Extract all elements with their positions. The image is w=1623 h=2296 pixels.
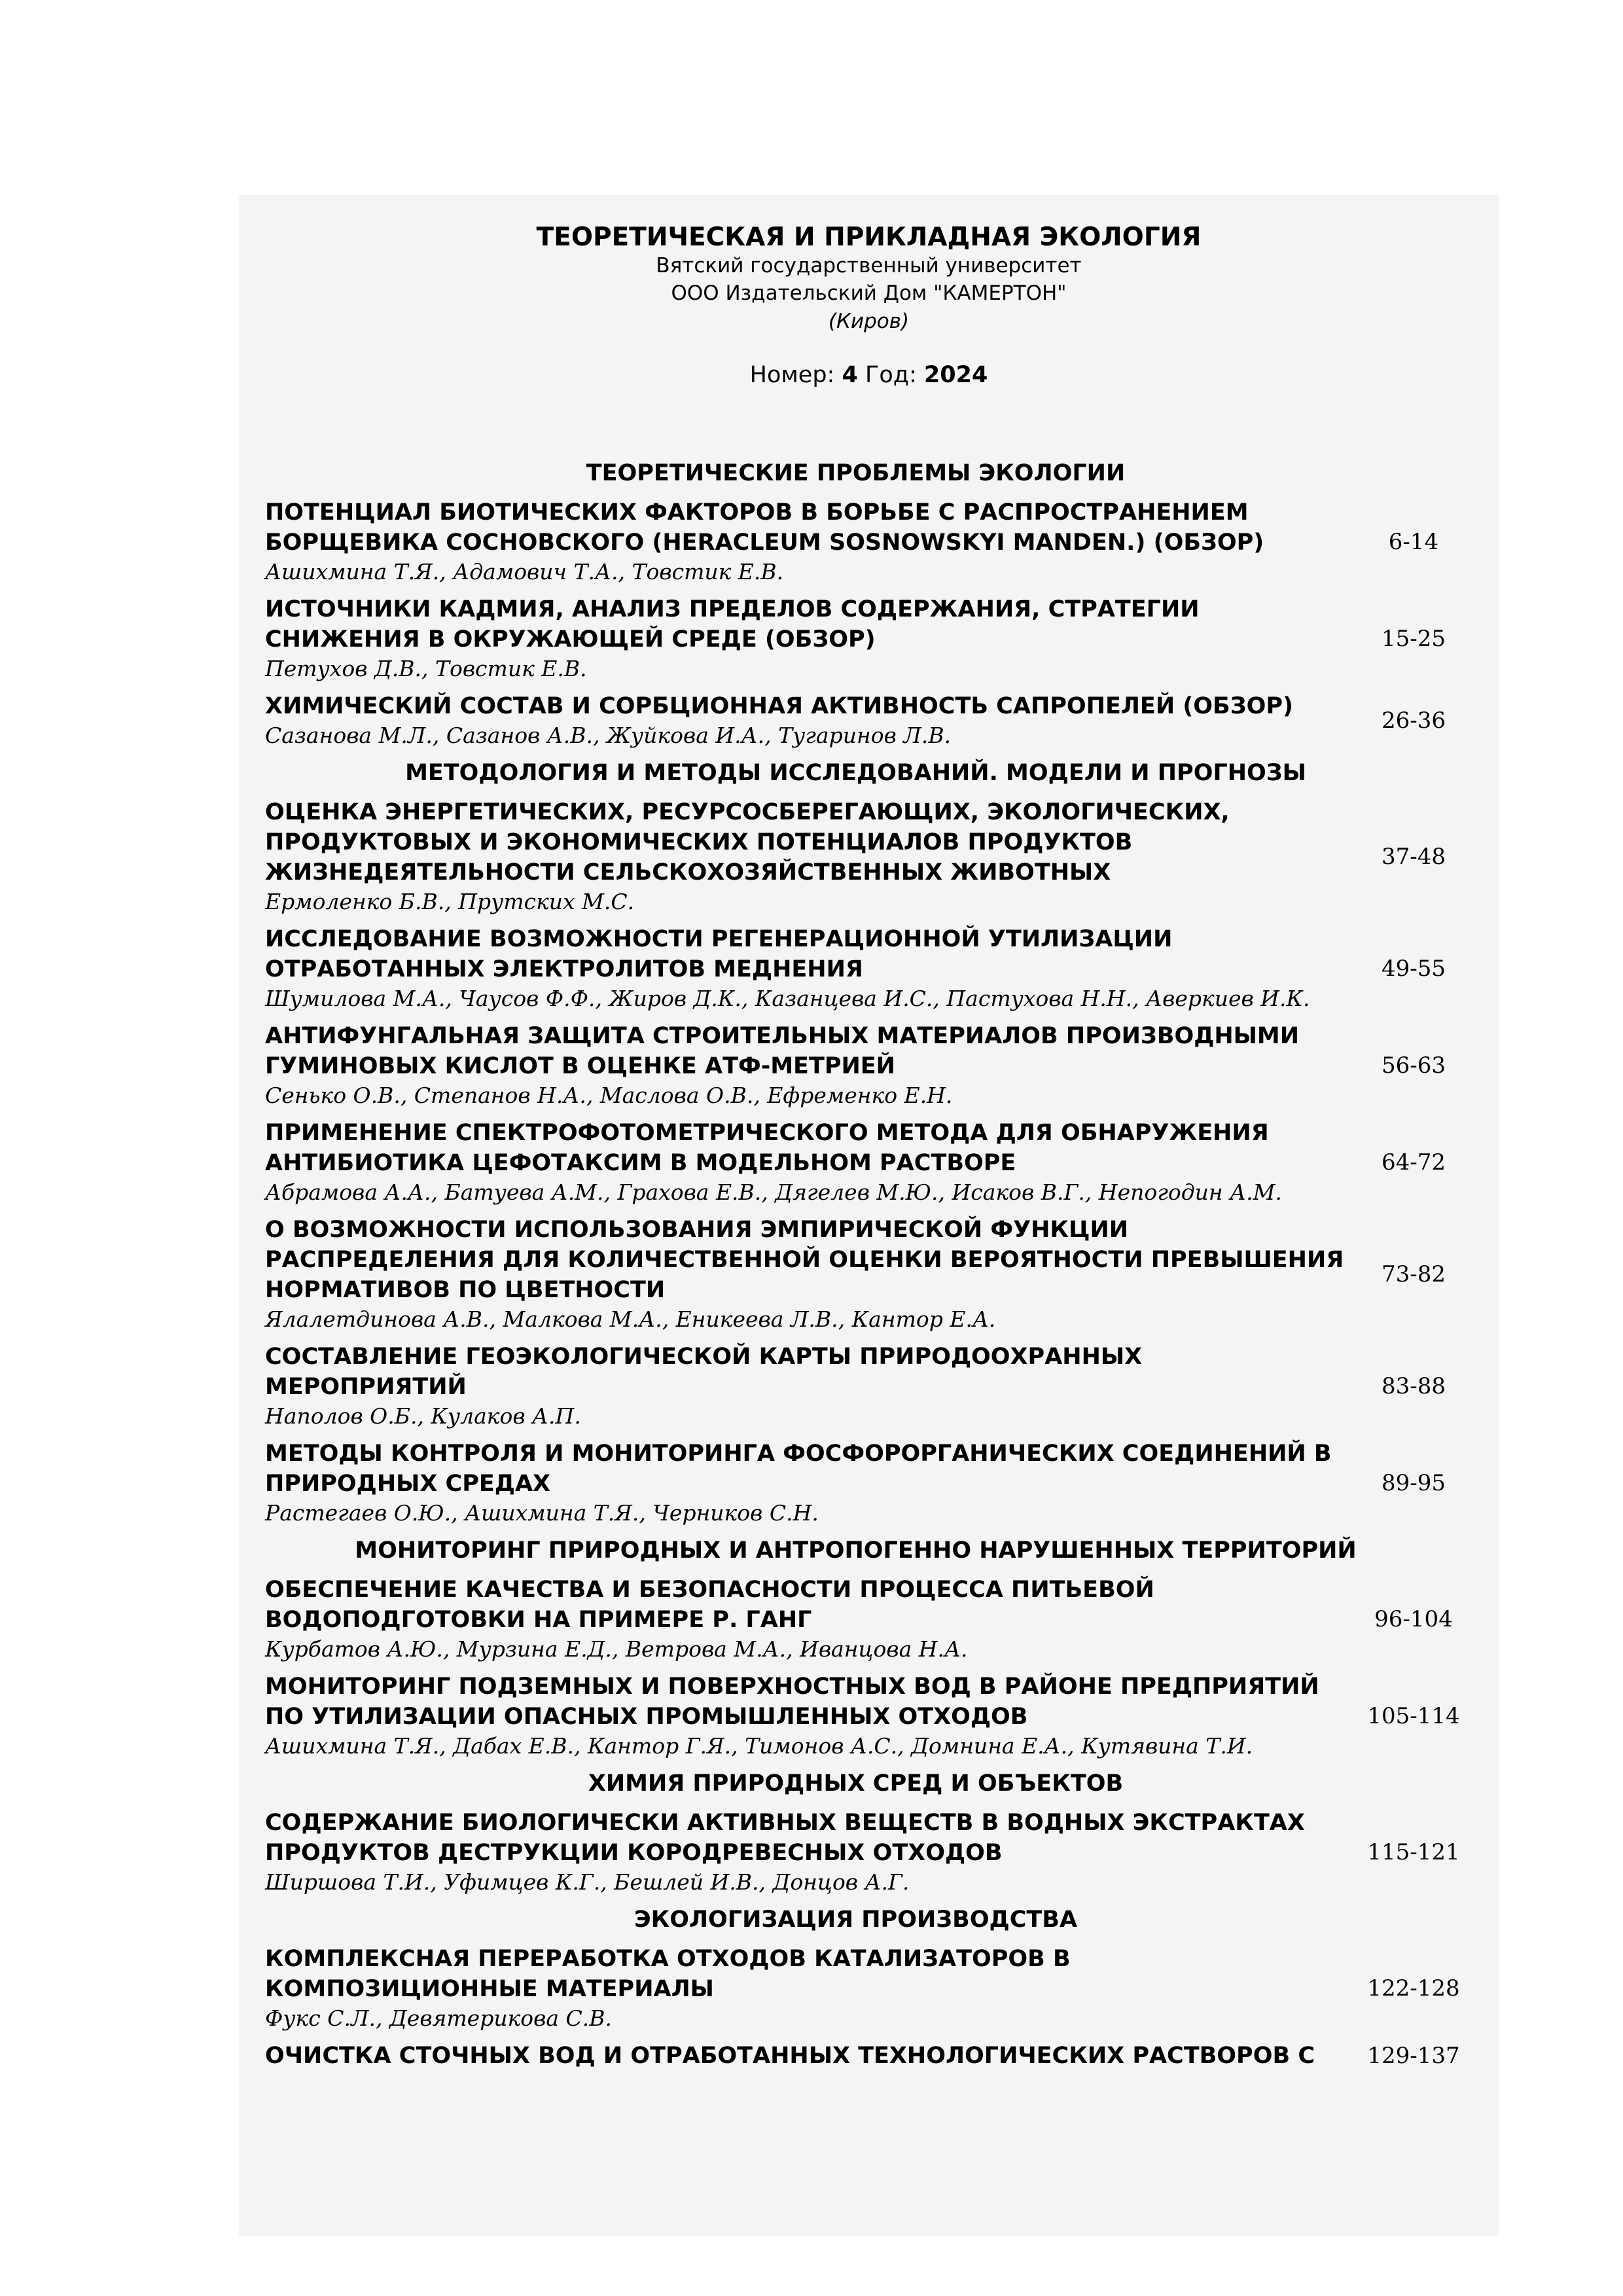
article-title[interactable]: МЕТОДЫ КОНТРОЛЯ И МОНИТОРИНГА ФОСФОРОРГАНИЧЕСКИХ СОЕДИНЕНИЙ В ПРИРОДНЫХ СРЕДАХ (265, 1441, 1332, 1497)
article-entry (265, 1944, 1499, 2033)
article-title[interactable]: МОНИТОРИНГ ПОДЗЕМНЫХ И ПОВЕРХНОСТНЫХ ВОД В РАЙОНЕ ПРЕДПРИЯТИЙ ПО УТИЛИЗАЦИИ ОПАСНЫХ ПРОМЫШЛЕННЫХ ОТХОДОВ (265, 1674, 1319, 1730)
issue-label: Номер: (749, 362, 835, 388)
article-body (265, 2041, 1348, 2071)
article-authors: Растегаев О.Ю., Ашихмина Т.Я., Черников С.Н. (265, 1500, 819, 1526)
article-entry (265, 1808, 1499, 1897)
article-title[interactable]: СОСТАВЛЕНИЕ ГЕОЭКОЛОГИЧЕСКОЙ КАРТЫ ПРИРОДООХРАННЫХ МЕРОПРИЯТИЙ (265, 1344, 1143, 1400)
article-body (265, 1439, 1348, 1528)
article-pages: 122-128 (1367, 1975, 1460, 2001)
article-entry (265, 797, 1499, 916)
article-pages: 129-137 (1367, 2043, 1460, 2069)
article-body (265, 1118, 1348, 1207)
article-entry (265, 497, 1499, 586)
section-title: ТЕОРЕТИЧЕСКИЕ ПРОБЛЕМЫ ЭКОЛОГИИ (586, 460, 1126, 486)
article-entry (265, 1575, 1499, 1664)
article-entry (265, 924, 1499, 1013)
article-title[interactable]: АНТИФУНГАЛЬНАЯ ЗАЩИТА СТРОИТЕЛЬНЫХ МАТЕРИАЛОВ ПРОИЗВОДНЫМИ ГУМИНОВЫХ КИСЛОТ В ОЦЕНКЕ АТФ-МЕТРИЕЙ (265, 1023, 1300, 1079)
article-body (265, 1808, 1348, 1897)
article-entry (265, 1021, 1499, 1110)
article-title[interactable]: ПОТЕНЦИАЛ БИОТИЧЕСКИХ ФАКТОРОВ В БОРЬБЕ С РАСПРОСТРАНЕНИЕМ БОРЩЕВИКА СОСНОВСКОГО (HERACLEUM SOSNOWSKYI MANDEN.) (ОБЗОР) (265, 499, 1264, 556)
article-title[interactable]: ОБЕСПЕЧЕНИЕ КАЧЕСТВА И БЕЗОПАСНОСТИ ПРОЦЕССА ПИТЬЕВОЙ ВОДОПОДГОТОВКИ НА ПРИМЕРЕ Р. ГАНГ (265, 1577, 1154, 1633)
article-body (265, 1215, 1348, 1334)
article-pages: 56-63 (1381, 1052, 1446, 1079)
article-body (265, 1672, 1348, 1761)
article-authors: Шумилова М.А., Чаусов Ф.Ф., Жиров Д.К., Казанцева И.С., Пастухова Н.Н., Аверкиев И.К. (265, 986, 1310, 1011)
article-pages: 96-104 (1374, 1606, 1453, 1632)
issue-year: 2024 (923, 362, 988, 388)
article-authors: Сенько О.В., Степанов Н.А., Маслова О.В., Ефременко Е.Н. (265, 1083, 953, 1108)
section-title: МЕТОДОЛОГИЯ И МЕТОДЫ ИССЛЕДОВАНИЙ. МОДЕЛИ И ПРОГНОЗЫ (405, 760, 1306, 786)
article-title[interactable]: ОЦЕНКА ЭНЕРГЕТИЧЕСКИХ, РЕСУРСОСБЕРЕГАЮЩИХ, ЭКОЛОГИЧЕСКИХ, ПРОДУКТОВЫХ И ЭКОНОМИЧЕСКИХ ПОТЕНЦИАЛОВ ПРОДУКТОВ ЖИЗНЕДЕЯТЕЛЬНОСТИ СЕЛЬСКОХОЗЯЙСТВЕННЫХ ЖИВОТНЫХ (265, 799, 1230, 886)
article-authors: Ашихмина Т.Я., Дабах Е.В., Кантор Г.Я., Тимонов А.С., Домнина Е.А., Кутявина Т.И. (265, 1733, 1253, 1759)
article-entry (265, 1118, 1499, 1207)
article-pages: 89-95 (1381, 1470, 1446, 1496)
issue-number: 4 (842, 362, 858, 388)
article-entry (265, 1439, 1499, 1528)
article-pages: 15-25 (1381, 626, 1446, 652)
article-body (265, 497, 1348, 586)
article-title[interactable]: ИССЛЕДОВАНИЕ ВОЗМОЖНОСТИ РЕГЕНЕРАЦИОННОЙ УТИЛИЗАЦИИ ОТРАБОТАННЫХ ЭЛЕКТРОЛИТОВ МЕДНЕНИЯ (265, 926, 1173, 982)
article-title[interactable]: КОМПЛЕКСНАЯ ПЕРЕРАБОТКА ОТХОДОВ КАТАЛИЗАТОРОВ В КОМПОЗИЦИОННЫЕ МАТЕРИАЛЫ (265, 1946, 1071, 2002)
article-body (265, 924, 1348, 1013)
issue-line (239, 362, 1499, 388)
article-body (265, 1021, 1348, 1110)
article-pages: 64-72 (1381, 1149, 1446, 1175)
article-body (265, 1944, 1348, 2033)
section-title: МОНИТОРИНГ ПРИРОДНЫХ И АНТРОПОГЕННО НАРУШЕННЫХ ТЕРРИТОРИЙ (355, 1537, 1357, 1564)
article-pages: 26-36 (1381, 708, 1446, 734)
article-entry (265, 1215, 1499, 1334)
article-entry (265, 1342, 1499, 1431)
publisher-city: (Киров) (828, 310, 910, 333)
article-title[interactable]: ОЧИСТКА СТОЧНЫХ ВОД И ОТРАБОТАННЫХ ТЕХНОЛОГИЧЕСКИХ РАСТВОРОВ С (265, 2043, 1315, 2069)
year-label: Год: (865, 362, 917, 388)
article-authors: Ермоленко Б.В., Прутских М.С. (265, 889, 635, 914)
article-entry (265, 2041, 1499, 2071)
article-pages: 6-14 (1388, 529, 1439, 555)
article-body (265, 1575, 1348, 1664)
article-pages: 73-82 (1381, 1261, 1446, 1287)
article-pages: 83-88 (1381, 1373, 1446, 1399)
article-authors: Фукс С.Л., Девятерикова С.В. (265, 2005, 612, 2031)
article-body (265, 797, 1348, 916)
article-title[interactable]: ИСТОЧНИКИ КАДМИЯ, АНАЛИЗ ПРЕДЕЛОВ СОДЕРЖАНИЯ, СТРАТЕГИИ СНИЖЕНИЯ В ОКРУЖАЮЩЕЙ СРЕДЕ (ОБЗОР) (265, 596, 1200, 653)
article-body (265, 1342, 1348, 1431)
contents-panel (239, 195, 1499, 2236)
section-title: ХИМИЯ ПРИРОДНЫХ СРЕД И ОБЪЕКТОВ (588, 1770, 1124, 1797)
article-title[interactable]: ХИМИЧЕСКИЙ СОСТАВ И СОРБЦИОННАЯ АКТИВНОСТЬ САПРОПЕЛЕЙ (ОБЗОР) (265, 693, 1294, 719)
publisher-house: ООО Издательский Дом "КАМЕРТОН" (671, 281, 1067, 305)
article-body (265, 691, 1348, 750)
article-authors: Ялалетдинова А.В., Малкова М.А., Еникеева Л.В., Кантор Е.А. (265, 1306, 996, 1332)
article-authors: Сазанова М.Л., Сазанов А.В., Жуйкова И.А., Тугаринов Л.В. (265, 723, 952, 748)
article-title[interactable]: О ВОЗМОЖНОСТИ ИСПОЛЬЗОВАНИЯ ЭМПИРИЧЕСКОЙ ФУНКЦИИ РАСПРЕДЕЛЕНИЯ ДЛЯ КОЛИЧЕСТВЕННОЙ ОЦЕНКИ ВЕРОЯТНОСТИ ПРЕВЫШЕНИЯ НОРМАТИВОВ ПО ЦВЕТНОСТИ (265, 1217, 1344, 1303)
article-authors: Курбатов А.Ю., Мурзина Е.Д., Ветрова М.А., Иванцова Н.А. (265, 1636, 968, 1662)
article-entry (265, 594, 1499, 683)
article-authors: Ширшова Т.И., Уфимцев К.Г., Бешлей И.В., Донцов А.Г. (265, 1869, 910, 1895)
article-title[interactable]: СОДЕРЖАНИЕ БИОЛОГИЧЕСКИ АКТИВНЫХ ВЕЩЕСТВ В ВОДНЫХ ЭКСТРАКТАХ ПРОДУКТОВ ДЕСТРУКЦИИ КОРОДРЕВЕСНЫХ ОТХОДОВ (265, 1810, 1305, 1866)
article-pages: 105-114 (1367, 1703, 1460, 1729)
article-authors: Петухов Д.В., Товстик Е.В. (265, 656, 587, 681)
article-title[interactable]: ПРИМЕНЕНИЕ СПЕКТРОФОТОМЕТРИЧЕСКОГО МЕТОДА ДЛЯ ОБНАРУЖЕНИЯ АНТИБИОТИКА ЦЕФОТАКСИМ В МОДЕЛЬНОМ РАСТВОРЕ (265, 1120, 1269, 1176)
publisher-university: Вятский государственный университет (656, 254, 1082, 278)
article-authors: Ашихмина Т.Я., Адамович Т.А., Товстик Е.В. (265, 559, 784, 584)
article-entry (265, 1672, 1499, 1761)
article-pages: 37-48 (1381, 844, 1446, 870)
article-authors: Наполов О.Б., Кулаков А.П. (265, 1403, 581, 1429)
article-pages: 49-55 (1381, 956, 1446, 982)
journal-title: ТЕОРЕТИЧЕСКАЯ И ПРИКЛАДНАЯ ЭКОЛОГИЯ (536, 223, 1202, 252)
section-title: ЭКОЛОГИЗАЦИЯ ПРОИЗВОДСТВА (633, 1907, 1078, 1933)
article-authors: Абрамова А.А., Батуева А.М., Грахова Е.В., Дягелев М.Ю., Исаков В.Г., Непогодин А.М. (265, 1179, 1282, 1205)
article-pages: 115-121 (1367, 1839, 1460, 1865)
article-entry (265, 691, 1499, 750)
table-of-contents (265, 458, 1499, 2079)
article-body (265, 594, 1348, 683)
